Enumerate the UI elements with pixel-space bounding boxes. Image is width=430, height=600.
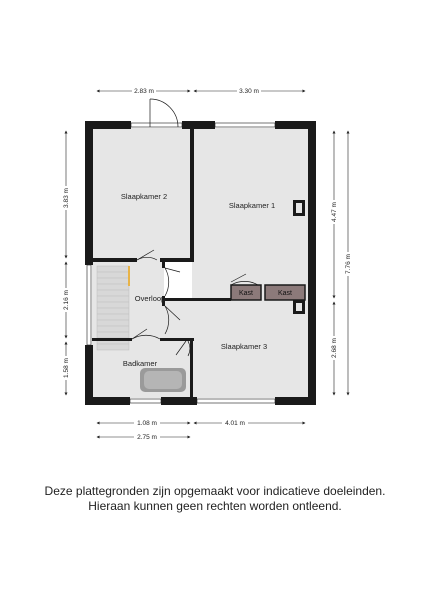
dim-bottom-right: 4.01 m <box>225 420 245 427</box>
label-overloop: Overloop <box>134 294 166 303</box>
label-slaapkamer-2: Slaapkamer 2 <box>120 192 168 201</box>
label-slaapkamer-1: Slaapkamer 1 <box>228 201 276 210</box>
staircase <box>97 266 130 350</box>
floor-slaapkamer-1 <box>192 128 309 300</box>
dim-right-lower: 2.68 m <box>331 338 338 358</box>
dim-top-left: 2.83 m <box>134 88 154 95</box>
floors <box>92 128 309 398</box>
dim-right-upper: 4.47 m <box>331 202 338 222</box>
disclaimer-line-2: Hieraan kunnen geen rechten worden ontleend. <box>88 499 342 513</box>
dim-left-middle: 2.16 m <box>63 290 70 310</box>
disclaimer-line-1: Deze plattegronden zijn opgemaakt voor indicatieve doeleinden. <box>44 484 386 498</box>
dim-left-upper: 3.83 m <box>63 188 70 208</box>
label-kast-right: Kast <box>277 290 293 297</box>
dim-bottom-total: 2.75 m <box>137 434 157 441</box>
dim-bottom-left: 1.08 m <box>137 420 157 427</box>
bathtub <box>140 368 186 392</box>
label-badkamer: Badkamer <box>122 359 158 368</box>
label-slaapkamer-3: Slaapkamer 3 <box>220 342 268 351</box>
disclaimer <box>0 484 430 514</box>
label-kast-left: Kast <box>238 290 254 297</box>
dim-top-right: 3.30 m <box>239 88 259 95</box>
dim-right-total: 7.76 m <box>345 254 352 274</box>
dim-left-lower: 1.58 m <box>63 358 70 378</box>
dimension-bottom <box>97 423 305 437</box>
